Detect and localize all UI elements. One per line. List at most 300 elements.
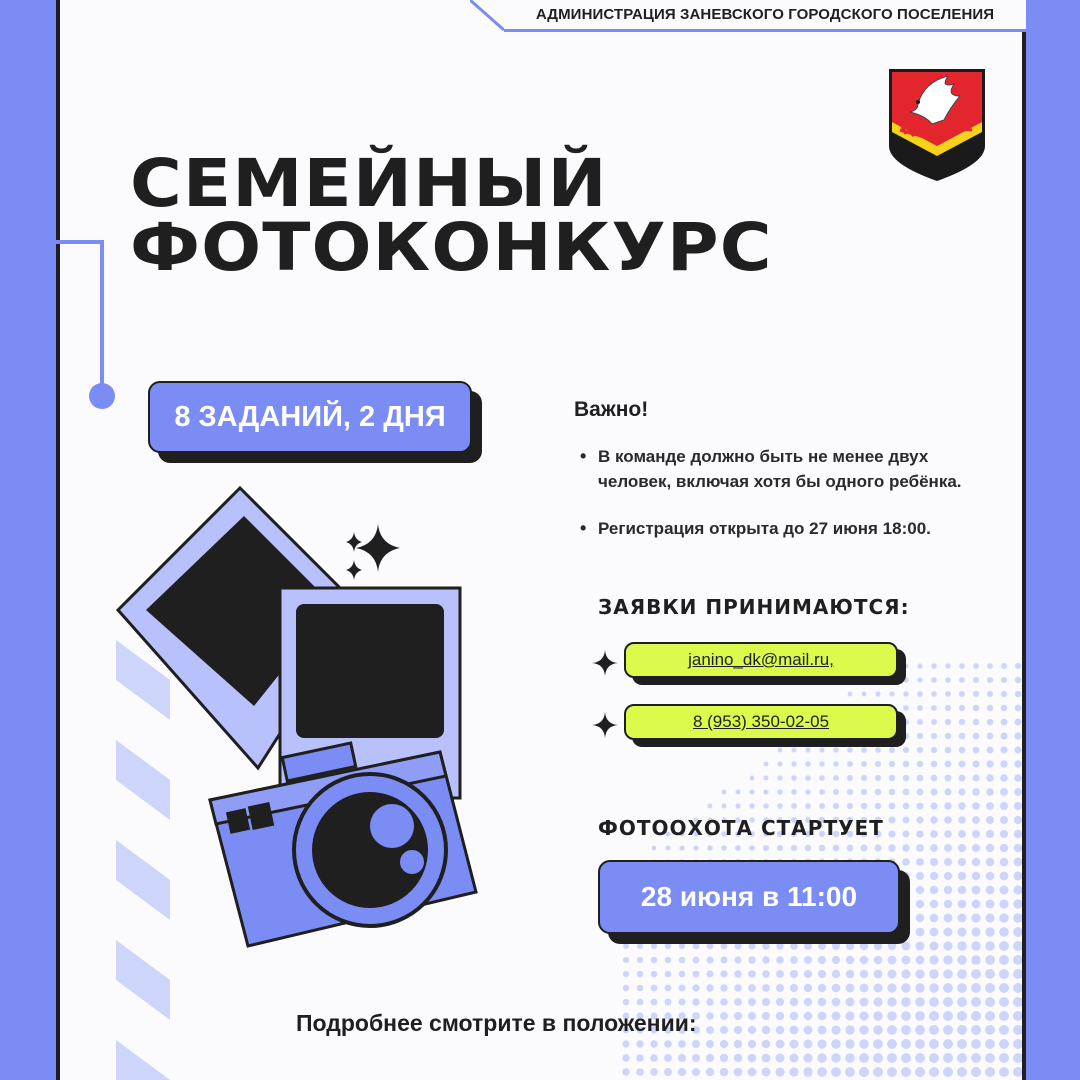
applications-heading: ЗАЯВКИ ПРИНИМАЮТСЯ: <box>598 595 910 619</box>
connector-line-decoration <box>0 230 120 410</box>
halftone-dot <box>930 872 938 880</box>
halftone-dot <box>1000 816 1008 824</box>
halftone-dot <box>1000 858 1009 867</box>
halftone-dot <box>1013 1025 1023 1035</box>
halftone-dot <box>1013 1067 1023 1077</box>
halftone-dot <box>985 1039 995 1049</box>
halftone-dot <box>833 803 839 809</box>
halftone-dot <box>720 1026 728 1034</box>
phone-contact <box>592 704 912 748</box>
halftone-dot <box>930 914 939 923</box>
halftone-dot <box>833 747 838 752</box>
halftone-dot <box>972 858 980 866</box>
halftone-dot <box>931 677 937 683</box>
halftone-dot <box>931 789 938 796</box>
halftone-dot <box>776 984 784 992</box>
halftone-dot <box>818 1012 827 1021</box>
halftone-dot <box>873 1025 883 1035</box>
halftone-dot <box>873 1039 883 1049</box>
halftone-dot <box>1015 663 1021 669</box>
halftone-dot <box>790 1054 799 1063</box>
halftone-dot <box>777 775 782 780</box>
halftone-dot <box>845 1053 855 1063</box>
halftone-dot <box>973 719 979 725</box>
halftone-dot <box>945 747 952 754</box>
halftone-dot <box>762 942 769 949</box>
halftone-dot <box>887 983 896 992</box>
sparkle-icon <box>592 712 618 738</box>
halftone-dot <box>748 1012 756 1020</box>
halftone-dot <box>734 1012 742 1020</box>
halftone-dot <box>903 761 909 767</box>
halftone-dot <box>721 943 728 950</box>
halftone-dot <box>875 803 882 810</box>
halftone-dot <box>1013 899 1022 908</box>
halftone-dot <box>903 803 910 810</box>
halftone-dot <box>708 804 713 809</box>
halftone-dot <box>931 747 937 753</box>
halftone-dot <box>889 691 894 696</box>
halftone-dot <box>1001 733 1008 740</box>
halftone-dot <box>999 955 1009 965</box>
halftone-dot <box>693 971 700 978</box>
camera-icon <box>210 743 476 946</box>
halftone-dot <box>1001 691 1007 697</box>
halftone-dot <box>720 1012 728 1020</box>
halftone-dot <box>734 970 741 977</box>
halftone-dot <box>1000 844 1008 852</box>
halftone-dot <box>985 1053 995 1063</box>
halftone-dot <box>875 691 880 696</box>
halftone-dot <box>748 1054 757 1063</box>
halftone-dot <box>959 733 966 740</box>
halftone-dot <box>664 1068 672 1076</box>
halftone-dot <box>1013 1053 1023 1063</box>
halftone-dot <box>930 886 938 894</box>
halftone-dot <box>971 955 981 965</box>
halftone-dot <box>902 844 909 851</box>
halftone-dot <box>832 984 841 993</box>
halftone-dot <box>665 971 672 978</box>
halftone-dot <box>888 844 895 851</box>
halftone-dot <box>665 957 671 963</box>
halftone-dot <box>917 775 924 782</box>
halftone-dot <box>1001 663 1007 669</box>
halftone-dot <box>706 1040 714 1048</box>
halftone-dot <box>917 761 923 767</box>
halftone-dot <box>748 1026 756 1034</box>
halftone-dot <box>944 830 952 838</box>
halftone-dot <box>916 956 925 965</box>
halftone-dot <box>819 775 825 781</box>
halftone-dot <box>986 774 993 781</box>
halftone-dot <box>901 1053 911 1063</box>
halftone-dot <box>958 844 966 852</box>
halftone-dot <box>1000 872 1009 881</box>
halftone-dot <box>1000 760 1007 767</box>
halftone-dot <box>943 1067 953 1077</box>
halftone-dot <box>790 1026 799 1035</box>
halftone-dot <box>832 956 840 964</box>
halftone-dot <box>973 761 980 768</box>
halftone-dot <box>1000 746 1007 753</box>
halftone-dot <box>973 733 980 740</box>
halftone-dot <box>763 845 769 851</box>
halftone-dot <box>931 761 938 768</box>
halftone-dot <box>986 802 994 810</box>
halftone-dot <box>945 691 951 697</box>
halftone-dot <box>943 1025 953 1035</box>
halftone-dot <box>664 1040 672 1048</box>
halftone-dot <box>734 1054 743 1063</box>
page-title <box>130 145 773 286</box>
halftone-dot <box>1013 1011 1023 1021</box>
halftone-dot <box>874 956 883 965</box>
halftone-dot <box>832 942 840 950</box>
halftone-dot <box>845 1067 855 1077</box>
halftone-dot <box>944 816 952 824</box>
halftone-dot <box>873 1053 883 1063</box>
halftone-dot <box>929 1039 939 1049</box>
halftone-dot <box>944 844 952 852</box>
halftone-dot <box>957 941 966 950</box>
halftone-dot <box>903 775 910 782</box>
halftone-dot <box>931 705 937 711</box>
halftone-dot <box>693 845 698 850</box>
halftone-dot <box>902 886 910 894</box>
halftone-dot <box>915 1025 925 1035</box>
list-item: • В команде должно быть не менее двух человек, включая хотя бы одного ребёнка. <box>580 444 1000 494</box>
halftone-dot <box>931 775 938 782</box>
halftone-dot <box>999 1039 1009 1049</box>
halftone-dot <box>762 984 770 992</box>
halftone-dot <box>678 998 685 1005</box>
halftone-dot <box>831 1067 841 1077</box>
halftone-dot <box>957 1067 967 1077</box>
halftone-dot <box>987 747 994 754</box>
halftone-dot <box>623 971 629 977</box>
halftone-dot <box>971 997 981 1007</box>
halftone-dot <box>889 803 896 810</box>
halftone-dot <box>804 956 812 964</box>
halftone-dot <box>973 663 979 669</box>
halftone-dot <box>945 705 951 711</box>
halftone-dot <box>944 928 953 937</box>
halftone-dot <box>874 970 883 979</box>
halftone-dot <box>971 1011 981 1021</box>
halftone-dot <box>776 1054 785 1063</box>
halftone-dot <box>986 816 994 824</box>
halftone-dot <box>917 677 922 682</box>
halftone-dot <box>804 1026 813 1035</box>
halftone-dot <box>929 969 938 978</box>
halftone-dot <box>734 956 741 963</box>
halftone-dot <box>776 998 784 1006</box>
halftone-dot <box>971 1025 981 1035</box>
halftone-dot <box>861 789 867 795</box>
halftone-dot <box>916 872 924 880</box>
halftone-dot <box>999 1011 1009 1021</box>
halftone-dot <box>985 955 995 965</box>
halftone-dot <box>763 789 768 794</box>
halftone-dot <box>944 900 953 909</box>
halftone-dot <box>818 984 826 992</box>
halftone-dot <box>678 1040 686 1048</box>
halftone-dot <box>721 957 728 964</box>
halftone-dot <box>707 957 714 964</box>
halftone-dot <box>917 747 923 753</box>
halftone-dot <box>958 830 966 838</box>
halftone-dot <box>775 1067 784 1076</box>
halftone-dot <box>986 886 995 895</box>
halftone-dot <box>790 1040 799 1049</box>
halftone-dot <box>987 677 993 683</box>
halftone-dot <box>818 970 826 978</box>
halftone-dot <box>819 761 824 766</box>
halftone-dot <box>916 886 924 894</box>
camera-and-photos-illustration <box>110 480 490 960</box>
halftone-dot <box>985 941 995 951</box>
halftone-dot <box>622 1054 629 1061</box>
halftone-dot <box>637 985 644 992</box>
halftone-dot <box>901 997 911 1007</box>
halftone-dot <box>1013 1039 1023 1049</box>
halftone-dot <box>692 998 699 1005</box>
halftone-dot <box>720 970 727 977</box>
halftone-dot <box>735 803 740 808</box>
halftone-dot <box>665 999 672 1006</box>
halftone-dot <box>791 775 796 780</box>
halftone-dot <box>804 1040 813 1049</box>
halftone-dot <box>971 969 981 979</box>
halftone-dot <box>762 1012 770 1020</box>
halftone-dot <box>973 677 979 683</box>
halftone-dot <box>929 1025 939 1035</box>
halftone-dot <box>623 943 629 949</box>
halftone-dot <box>818 956 826 964</box>
halftone-dot <box>776 956 784 964</box>
halftone-dot <box>971 941 980 950</box>
halftone-dot <box>623 957 629 963</box>
halftone-dot <box>971 913 980 922</box>
halftone-dot <box>1014 774 1022 782</box>
halftone-dot <box>778 748 783 753</box>
halftone-dot <box>1000 830 1008 838</box>
halftone-dot <box>1001 719 1008 726</box>
halftone-dot <box>749 845 755 851</box>
halftone-dot <box>875 761 881 767</box>
halftone-dot <box>762 1040 771 1049</box>
halftone-dot <box>1015 705 1022 712</box>
halftone-dot <box>957 1011 967 1021</box>
halftone-dot <box>944 872 952 880</box>
halftone-dot <box>819 747 824 752</box>
halftone-dot <box>887 1011 897 1021</box>
halftone-dot <box>832 970 840 978</box>
halftone-dot <box>1014 844 1023 853</box>
halftone-dot <box>1014 816 1022 824</box>
halftone-dot <box>790 970 798 978</box>
phone-link[interactable]: 8 (953) 350-02-05 <box>624 704 898 740</box>
halftone-dot <box>916 858 924 866</box>
halftone-dot <box>943 1053 953 1063</box>
halftone-dot <box>915 1053 925 1063</box>
halftone-dot <box>945 733 951 739</box>
halftone-dot <box>917 733 923 739</box>
halftone-dot <box>973 691 979 697</box>
halftone-dot <box>917 663 922 668</box>
halftone-dot <box>819 803 825 809</box>
halftone-dot <box>957 983 967 993</box>
halftone-dot <box>931 663 936 668</box>
halftone-dot <box>720 1040 728 1048</box>
footer-note: Подробнее смотрите в положении: <box>296 1010 697 1036</box>
halftone-dot <box>1014 830 1022 838</box>
tasks-badge: 8 ЗАДАНИЙ, 2 ДНЯ <box>148 381 472 453</box>
halftone-dot <box>748 942 755 949</box>
halftone-dot <box>749 803 754 808</box>
halftone-dot <box>971 927 980 936</box>
halftone-dot <box>651 957 657 963</box>
halftone-dot <box>901 1067 911 1077</box>
halftone-dot <box>859 1053 869 1063</box>
halftone-dot <box>873 997 882 1006</box>
halftone-dot <box>1013 983 1023 993</box>
halftone-dot <box>957 997 967 1007</box>
halftone-dot <box>818 942 826 950</box>
halftone-dot <box>915 983 924 992</box>
halftone-dot <box>862 692 867 697</box>
halftone-dot <box>999 941 1009 951</box>
halftone-dot <box>679 957 686 964</box>
halftone-dot <box>763 803 768 808</box>
halftone-dot <box>874 844 881 851</box>
halftone-dot <box>637 971 643 977</box>
halftone-dot <box>790 998 798 1006</box>
halftone-dot <box>859 1025 868 1034</box>
halftone-dot <box>790 1012 799 1021</box>
halftone-dot <box>917 705 923 711</box>
title-line-2: ФОТОКОНКУРС <box>130 209 773 286</box>
halftone-dot <box>832 1012 841 1021</box>
halftone-dot <box>1013 955 1023 965</box>
halftone-dot <box>999 899 1008 908</box>
halftone-dot <box>818 1026 827 1035</box>
halftone-dot <box>959 677 965 683</box>
halftone-dot <box>958 816 966 824</box>
halftone-dot <box>651 971 658 978</box>
halftone-dot <box>1013 913 1023 923</box>
halftone-dot <box>972 816 980 824</box>
halftone-dot <box>917 719 923 725</box>
halftone-dot <box>679 845 684 850</box>
halftone-dot <box>930 802 937 809</box>
halftone-dot <box>916 928 925 937</box>
halftone-dot <box>707 943 714 950</box>
halftone-dot <box>847 789 853 795</box>
halftone-dot <box>889 775 895 781</box>
halftone-dot <box>818 998 827 1007</box>
start-heading: ФОТООХОТА СТАРТУЕТ <box>598 816 884 840</box>
coat-of-arms-icon <box>888 68 986 182</box>
halftone-dot <box>916 900 924 908</box>
halftone-dot <box>903 817 910 824</box>
halftone-dot <box>1000 886 1009 895</box>
halftone-dot <box>930 928 939 937</box>
halftone-dot <box>860 970 869 979</box>
halftone-dot <box>943 941 952 950</box>
halftone-dot <box>722 790 727 795</box>
halftone-dot <box>859 1039 869 1049</box>
halftone-dot <box>1001 705 1008 712</box>
halftone-dot <box>692 1054 700 1062</box>
halftone-dot <box>874 942 882 950</box>
halftone-dot <box>929 997 939 1007</box>
halftone-dot <box>776 970 784 978</box>
halftone-dot <box>1013 885 1022 894</box>
halftone-dot <box>636 1068 644 1076</box>
halftone-dot <box>875 789 881 795</box>
halftone-dot <box>777 789 782 794</box>
halftone-dot <box>917 789 924 796</box>
halftone-dot <box>929 1067 939 1077</box>
halftone-dot <box>1014 802 1022 810</box>
rules-list <box>580 444 1000 563</box>
halftone-dot <box>845 1011 854 1020</box>
halftone-dot <box>888 830 895 837</box>
halftone-dot <box>985 997 995 1007</box>
halftone-dot <box>916 816 923 823</box>
halftone-dot <box>915 969 924 978</box>
halftone-dot <box>958 858 966 866</box>
halftone-dot <box>903 789 910 796</box>
halftone-dot <box>706 1068 714 1076</box>
halftone-dot <box>889 761 895 767</box>
halftone-dot <box>736 790 741 795</box>
halftone-dot <box>664 1054 672 1062</box>
halftone-dot <box>706 998 713 1005</box>
halftone-dot <box>776 1040 785 1049</box>
halftone-dot <box>901 969 910 978</box>
halftone-dot <box>943 969 953 979</box>
halftone-dot <box>987 705 993 711</box>
halftone-dot <box>930 858 938 866</box>
halftone-dot <box>986 872 995 881</box>
halftone-dot <box>762 1054 771 1063</box>
halftone-dot <box>804 970 812 978</box>
halftone-dot <box>958 872 966 880</box>
halftone-dot <box>789 1067 798 1076</box>
halftone-dot <box>930 900 938 908</box>
halftone-dot <box>650 1040 657 1047</box>
halftone-dot <box>860 942 868 950</box>
start-datetime-badge: 28 июня в 11:00 <box>598 860 900 934</box>
halftone-dot <box>959 747 966 754</box>
halftone-dot <box>902 942 911 951</box>
email-link[interactable]: janino_dk@mail.ru, <box>624 642 898 678</box>
halftone-dot <box>903 691 908 696</box>
halftone-dot <box>860 984 869 993</box>
halftone-dot <box>790 956 798 964</box>
halftone-dot <box>832 998 841 1007</box>
halftone-dot <box>637 943 643 949</box>
halftone-dot <box>999 913 1008 922</box>
halftone-dot <box>986 858 995 867</box>
halftone-dot <box>1013 941 1023 951</box>
halftone-dot <box>819 789 825 795</box>
halftone-dot <box>777 803 783 809</box>
halftone-dot <box>930 830 938 838</box>
